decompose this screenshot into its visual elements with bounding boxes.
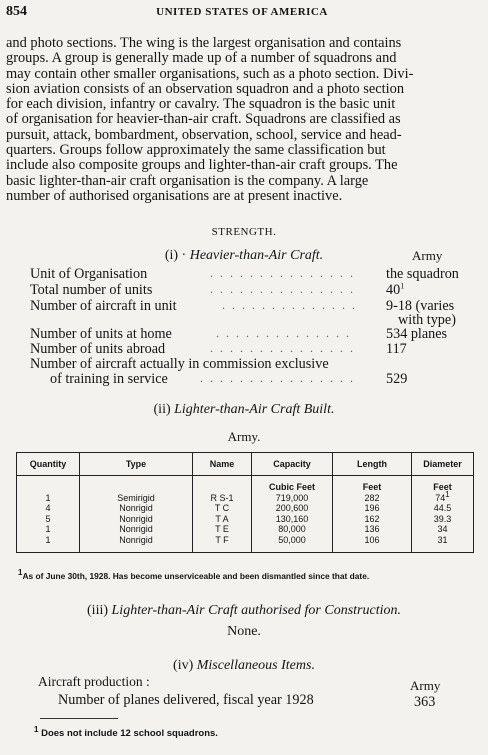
- stat-label: Unit of Organisation: [30, 266, 148, 282]
- section-i-number: (i): [164, 248, 179, 263]
- table-cell: 44.5: [412, 503, 474, 514]
- intro-line: groups. A group is generally made up of a number of squadrons and: [6, 50, 397, 67]
- airship-table: [16, 452, 474, 553]
- footnote: [34, 724, 218, 739]
- section-i-heading: (i) · Heavier-than-Air Craft.: [164, 248, 324, 263]
- section-iii-heading: [0, 603, 488, 619]
- table-row: [17, 514, 474, 525]
- table-cell: 1: [17, 493, 80, 504]
- table-cell: 80,000: [252, 524, 333, 535]
- table-cell: $74^1$: [412, 493, 474, 504]
- table-cell: Nonrigid: [80, 535, 193, 553]
- table-cell: Nonrigid: [80, 503, 193, 514]
- intro-line: and photo sections. The wing is the largest organisation and contains: [6, 35, 402, 51]
- intro-line: basic lighter-than-air craft organisation is the company. A large: [6, 172, 369, 189]
- leader-dots: . . . . . . . . . . . . . . .: [210, 341, 355, 355]
- stat-value: the squadron: [386, 266, 459, 282]
- intro-line: pursuit, attack, bombardment, observation, school, service and head-: [6, 126, 402, 143]
- table-cell: 31: [412, 535, 474, 553]
- footnote-text: Does not include 12 school squadrons.: [41, 728, 218, 739]
- table-cell: Semirigid: [80, 493, 193, 504]
- section-iii-body: None.: [227, 624, 261, 639]
- section-iii-title: Lighter-than-Air Craft authorised for Construction.: [111, 603, 401, 618]
- table-note-mark: 1: [18, 568, 23, 578]
- planes-delivered-label: Number of planes delivered, fiscal year 1928: [58, 692, 314, 708]
- stat-label: of training in service: [50, 371, 168, 387]
- intro-paragraph: [6, 36, 476, 204]
- stat-label: Number of aircraft in unit: [30, 298, 177, 314]
- section-iv-title: Miscellaneous Items.: [196, 658, 315, 673]
- table-cell: R S-1: [193, 493, 252, 504]
- section-iv-column-head: Army: [410, 678, 441, 693]
- column-header: Diameter: [412, 453, 474, 476]
- table-cell: 1: [17, 535, 80, 553]
- table-cell: [80, 476, 193, 493]
- table-cell: Cubic Feet: [252, 476, 333, 493]
- running-head-title: UNITED STATES OF AMERICA: [156, 6, 328, 18]
- stat-label: Number of units abroad: [30, 341, 166, 357]
- section-ii-title: Lighter-than-Air Craft Built.: [174, 402, 335, 417]
- stat-value: 117: [386, 341, 407, 357]
- column-header: Name: [193, 453, 252, 476]
- table-cell: 39.3: [412, 514, 474, 525]
- intro-line: for each division, infantry or cavalry. The squadron is the basic unit: [6, 96, 396, 113]
- intro-line: quarters. Groups follow approximately the same classification but: [6, 142, 386, 159]
- stat-value: $40^1$: [386, 281, 405, 298]
- stat-row: [0, 326, 488, 342]
- stat-label: Number of units at home: [30, 326, 172, 342]
- section-ii-number: (ii): [153, 402, 171, 417]
- section-iv-heading: [0, 658, 488, 674]
- intro-line: include also composite groups and lighter-than-air craft groups. The: [6, 157, 398, 174]
- intro-line: of organisation for heavier-than-air craft. Squadrons are classified as: [6, 111, 401, 128]
- page-number: 854: [6, 4, 27, 19]
- table-cell: 130,160: [252, 514, 333, 525]
- intro-line: sion aviation consists of an observation squadron and a photo section: [6, 80, 405, 97]
- table-cell: [193, 476, 252, 493]
- table-cell: 162: [333, 514, 412, 525]
- table-row: [17, 503, 474, 514]
- table-cell: 200,600: [252, 503, 333, 514]
- stat-value: with type): [398, 312, 456, 328]
- stat-row: [0, 266, 488, 282]
- footnote-mark: 1: [34, 724, 39, 734]
- stat-value: 534 planes: [386, 326, 448, 342]
- table-cell: 719,000: [252, 493, 333, 504]
- units-row: [17, 476, 474, 493]
- footnote-ref: 1: [445, 489, 450, 499]
- footnote-rule: [40, 718, 118, 719]
- table-cell: T F: [193, 535, 252, 553]
- section-iv-number: (iv): [173, 658, 194, 673]
- table-cell: 136: [333, 524, 412, 535]
- table-row: [17, 535, 474, 553]
- table-cell: 106: [333, 535, 412, 553]
- column-header: Type: [80, 453, 193, 476]
- leader-dots: . . . . . . . . . . . . . . .: [210, 282, 355, 296]
- table-cell: Nonrigid: [80, 514, 193, 525]
- table-cell: 5: [17, 514, 80, 525]
- strength-heading: STRENGTH.: [211, 226, 277, 238]
- section-iii-number: (iii): [87, 603, 109, 618]
- section-ii-heading: [0, 402, 488, 418]
- table-cell: T E: [193, 524, 252, 535]
- column-header: Quantity: [17, 453, 80, 476]
- table-cell: T A: [193, 514, 252, 525]
- table-cell: Nonrigid: [80, 524, 193, 535]
- table-header-row: [17, 453, 474, 476]
- stat-row: [0, 356, 488, 372]
- leader-dots: . . . . . . . . . . . . . . . .: [200, 371, 355, 385]
- stat-value: 529: [386, 371, 408, 387]
- leader-dots: . . . . . . . . . . . . . . .: [210, 266, 355, 280]
- column-header: Length: [333, 453, 412, 476]
- section-i-title: Heavier-than-Air Craft.: [189, 248, 324, 263]
- running-header: [6, 4, 478, 22]
- table-cell: 196: [333, 503, 412, 514]
- table-cell: 1: [17, 524, 80, 535]
- table-cell: Feet: [333, 476, 412, 493]
- table-note: $^1$As of June 30th, 1928. Has become unserviceable and been dismantled since that date.: [18, 568, 370, 581]
- footnote-ref: 1: [400, 281, 405, 291]
- leader-dots: . . . . . . . . . . . . . .: [222, 298, 357, 312]
- section-ii-column-head: Army.: [227, 429, 261, 444]
- stat-value: 9-18 (varies: [386, 298, 455, 314]
- stat-label: Total number of units: [30, 282, 153, 298]
- leader-dots: . . . . . . . . . . . . . .: [216, 326, 351, 340]
- table-cell: T C: [193, 503, 252, 514]
- stat-row: [0, 341, 488, 357]
- table-row: [17, 524, 474, 535]
- section-i-column-head: Army: [412, 248, 443, 263]
- stat-label: Number of aircraft actually in commission exclusive: [30, 356, 329, 372]
- stat-row: [0, 371, 488, 387]
- aircraft-production-label: Aircraft production :: [38, 674, 150, 689]
- table-cell: 34: [412, 524, 474, 535]
- table-cell: 282: [333, 493, 412, 504]
- intro-line: number of authorised organisations are at present inactive.: [6, 187, 343, 204]
- planes-delivered-value: 363: [414, 694, 436, 710]
- table-cell: Feet: [412, 476, 474, 493]
- table-cell: [17, 476, 80, 493]
- table-cell: 4: [17, 503, 80, 514]
- column-header: Capacity: [252, 453, 333, 476]
- table-row: [17, 493, 474, 504]
- table-cell: 50,000: [252, 535, 333, 553]
- intro-line: may contain other smaller organisations, such as a photo section. Divi-: [6, 65, 414, 82]
- stat-row: [0, 282, 488, 298]
